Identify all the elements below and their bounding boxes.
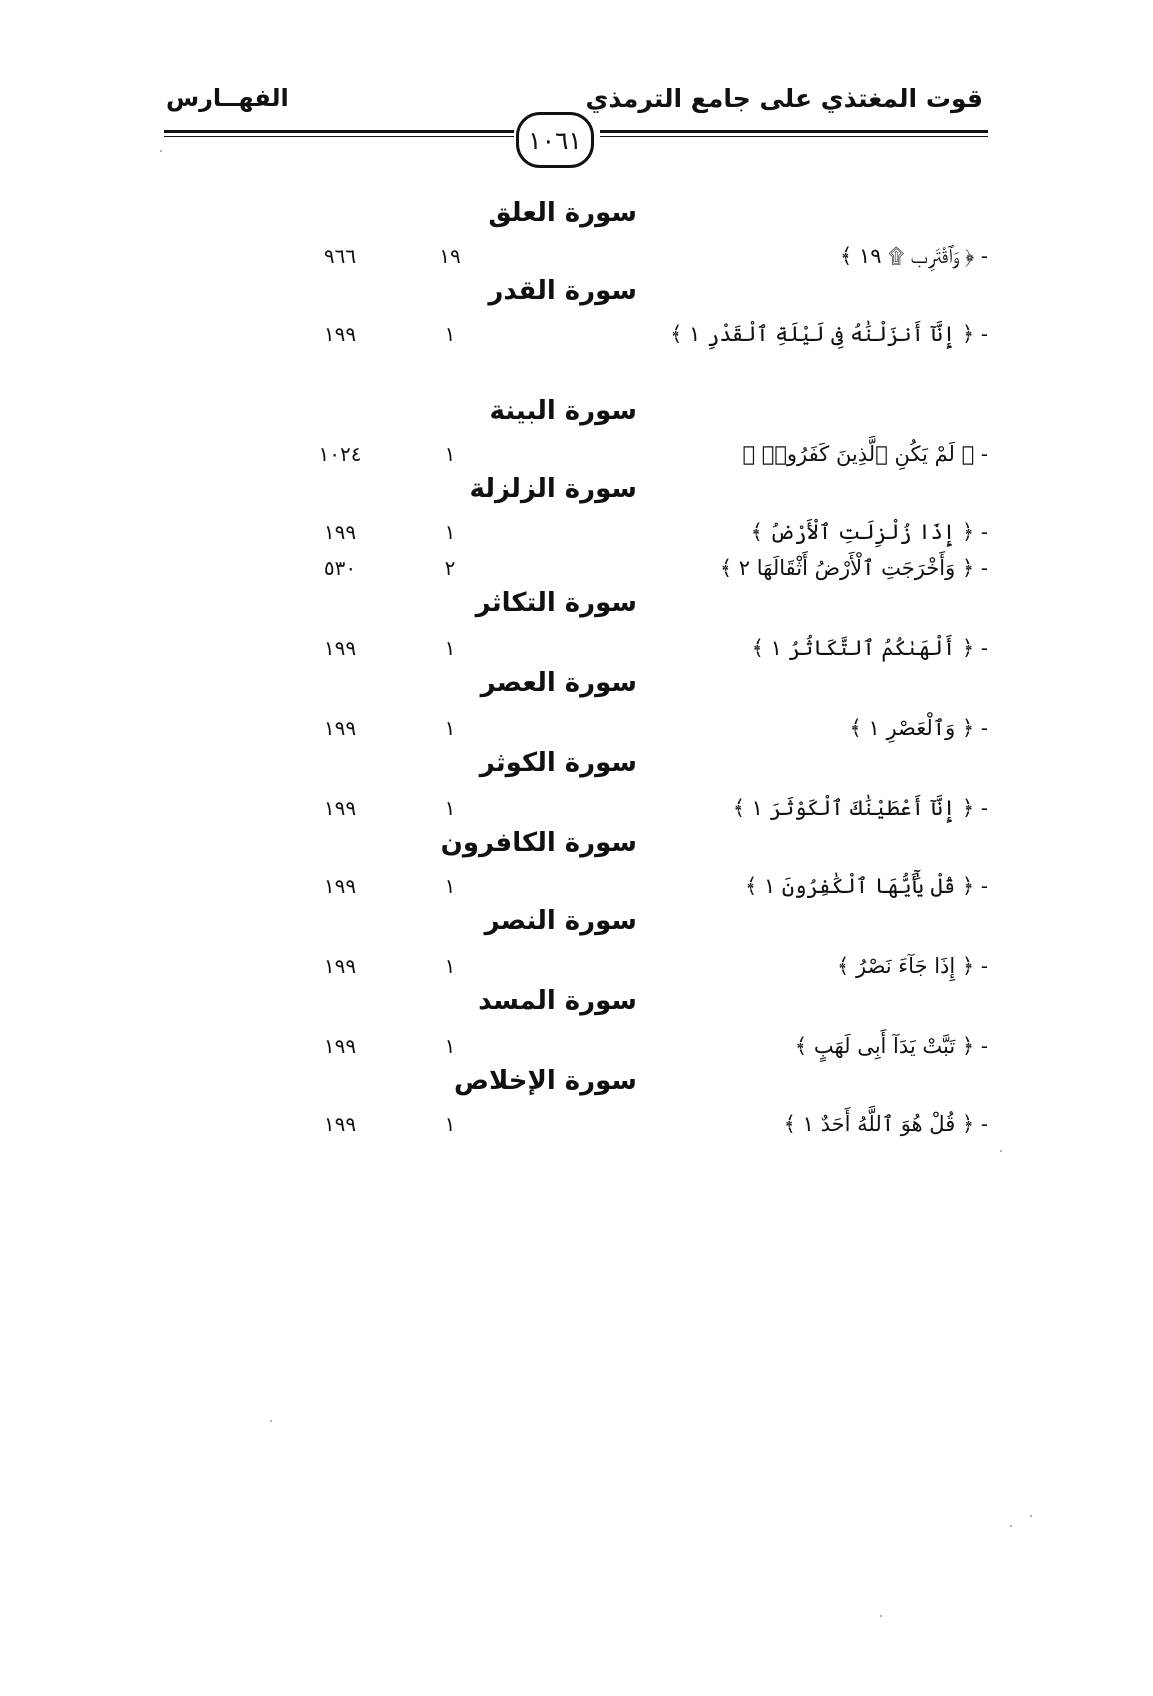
surah-heading: سورة الكافرون	[440, 828, 637, 858]
scan-speck	[160, 150, 162, 152]
verse-text: - ﴿ إِذَا زُلْزِلَتِ ٱلْأَرْضُ ﴾	[750, 520, 988, 544]
page-reference: ١٩٩	[323, 1112, 357, 1136]
surah-heading: سورة العلق	[488, 198, 637, 228]
page-reference: ١٩٩	[323, 636, 357, 660]
verse-text: - ﴿ تَبَّتْ يَدَآ أَبِى لَهَبٍ ﴾	[794, 1034, 988, 1058]
verse-text: - ﴿ إِذَا جَآءَ نَصْرُ ﴾	[837, 954, 988, 978]
ayah-number: ١	[444, 1034, 456, 1058]
page-reference: ٩٦٦	[323, 244, 357, 268]
surah-heading: سورة العصر	[480, 668, 637, 698]
surah-heading: سورة الزلزلة	[469, 474, 637, 504]
verse-text: - ﴿ لَمْ يَكُنِ ٱلَّذِينَ كَفَرُوا۟ ﴾	[742, 442, 988, 466]
header-rule-left	[164, 130, 514, 137]
ayah-number: ١	[444, 796, 456, 820]
scan-speck	[880, 1615, 882, 1617]
surah-heading: سورة الكوثر	[479, 748, 637, 778]
verse-text: - ﴿ إِنَّآ أَنزَلْنَٰهُ فِى لَيْلَةِ ٱلْقَدْرِ ١ ﴾	[670, 322, 988, 346]
ayah-number: ١	[444, 520, 456, 544]
scan-speck	[270, 1420, 272, 1422]
surah-heading: سورة التكاثر	[475, 588, 637, 618]
ayah-number: ١	[444, 322, 456, 346]
verse-text: - ﴿ إِنَّآ أَعْطَيْنَٰكَ ٱلْكَوْثَرَ ١ ﴾	[732, 796, 988, 820]
book-title: قوت المغتذي على جامع الترمذي	[585, 84, 983, 113]
ayah-number: ١	[444, 954, 456, 978]
verse-text: - ﴿ قُلْ يَٰٓأَيُّهَا ٱلْكَٰفِرُونَ ١ ﴾	[744, 874, 988, 898]
scan-speck	[1000, 1150, 1002, 1152]
page-reference: ١٩٩	[323, 520, 357, 544]
scan-speck	[1030, 1515, 1032, 1517]
ayah-number: ١	[444, 442, 456, 466]
ayah-number: ٢	[444, 556, 456, 580]
verse-text: - ﴿ قُلْ هُوَ ٱللَّهُ أَحَدٌ ١ ﴾	[783, 1112, 988, 1136]
page-reference: ١٩٩	[323, 716, 357, 740]
verse-text: - ﴿ وَٱقْتَرِب ۩ ١٩ ﴾	[840, 244, 988, 268]
page-reference: ٥٣٠	[323, 556, 357, 580]
page-reference: ١٩٩	[323, 1034, 357, 1058]
surah-heading: سورة القدر	[488, 276, 637, 306]
surah-heading: سورة المسد	[478, 986, 637, 1016]
page-reference: ١٩٩	[323, 874, 357, 898]
surah-heading: سورة النصر	[484, 906, 637, 936]
page-reference: ١٩٩	[323, 322, 357, 346]
ayah-number: ١٩	[439, 244, 461, 268]
verse-text: - ﴿ أَلْهَىٰكُمُ ٱلتَّكَاثُرُ ١ ﴾	[751, 636, 988, 660]
verse-text: - ﴿ وَأَخْرَجَتِ ٱلْأَرْضُ أَثْقَالَهَا ٢ ﴾	[719, 556, 988, 580]
scan-speck	[1010, 1525, 1012, 1527]
ayah-number: ١	[444, 716, 456, 740]
page-reference: ١٩٩	[323, 796, 357, 820]
verse-text: - ﴿ وَٱلْعَصْرِ ١ ﴾	[849, 716, 988, 740]
surah-heading: سورة البينة	[489, 396, 637, 426]
section-title: الفهــارس	[166, 84, 289, 112]
page-reference: ١٩٩	[323, 954, 357, 978]
header-rule-right	[600, 130, 988, 137]
page-reference: ١٠٢٤	[318, 442, 362, 466]
page-number: ١٠٦١	[516, 112, 594, 168]
ayah-number: ١	[444, 1112, 456, 1136]
ayah-number: ١	[444, 636, 456, 660]
surah-heading: سورة الإخلاص	[454, 1066, 637, 1096]
ayah-number: ١	[444, 874, 456, 898]
